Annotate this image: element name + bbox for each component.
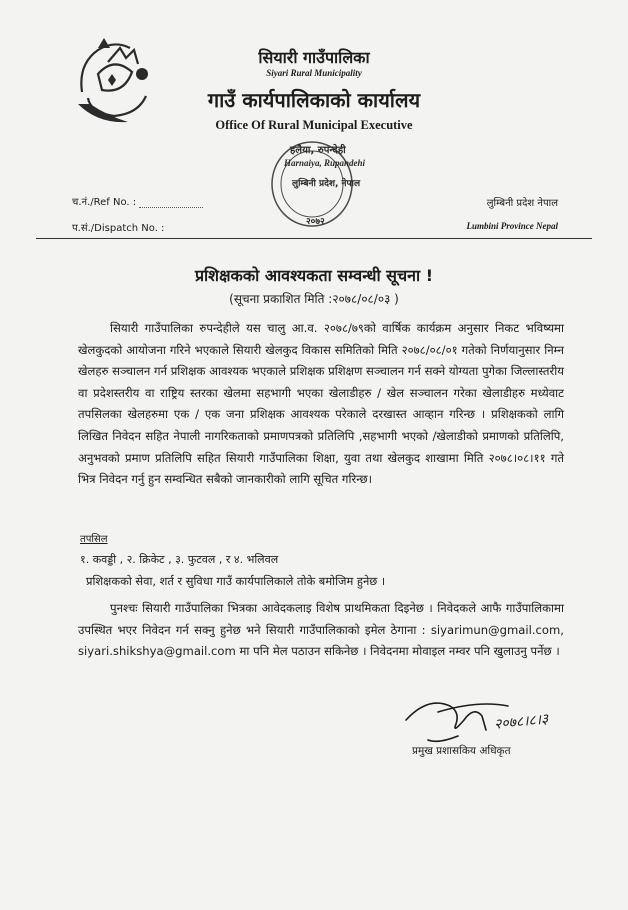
seal-line-2: Harnaiya, Rupandehi (284, 158, 366, 168)
dispatch-no (72, 220, 164, 234)
header-divider (36, 238, 592, 239)
notice-paragraph-1: सियारी गाउँपालिका रुपन्देहीले यस चालु आ.व. २०७८/७९को वार्षिक कार्यक्रम अनुसार निकट भविष्यमा खेलकुदको आयोजना गरिने भएकाले सियारी खेलकुद विकास समितिको मिति २०७८/०८/०१ गतेको निर्णयानुसार निम्न खेलहरु सञ्चालन गर्न प्रशिक्षक आवश्यक भएकाले प्रशिक्षक प्रशिक्षण सञ्चालन गर्न सक्ने योग्यता पुगेका जिल्लास्तरीय वा प्रदेशस्तरीय वा राष्ट्रिय स्तरका खेलमा सहभागी भएका खेलाडीहरु / खेल सञ्चालन गरेका खेलाडीहरु मध्येवाट तपसिलका खेलहरुमा एक / एक जना प्रशिक्षक आवश्यक परेकाले दरखास्त आव्हान गरिन्छ । प्रशिक्षकको लागि लिखित निवेदन सहित नेपाली नागरिकताको प्रमाणपत्रको प्रतिलिपि ,सहभागी भएको /खेलाडीको प्रमाणको प्रतिलिपि, अनुभवको प्रमाण प्रतिलिपि सहित सियारी गाउँपालिका शिक्षा, युवा तथा खेलकुद शाखामा मिति २०७८।०८।११ गते भित्र निवेदन गर्नु हुन सम्वन्धित सबैको जानकारीको लागि सूचित गरिन्छ। (78, 321, 564, 487)
seal-line-3: लुम्बिनी प्रदेश, नेपाल (292, 179, 361, 189)
notice-title: प्रशिक्षकको आवश्यकता सम्वन्धी सूचना ! (194, 266, 434, 285)
municipality-name-en: Siyari Rural Municipality (266, 68, 362, 78)
ref-no-line (139, 207, 203, 208)
office-name-en: Office Of Rural Municipal Executive (215, 118, 413, 132)
seal-line-1: हलैया, रुपन्देही (290, 145, 346, 156)
tapsil-label: तपसिल (80, 534, 108, 545)
ref-no (72, 194, 203, 208)
notice-body (78, 318, 564, 491)
signatory-designation: प्रमुख प्रशासकिय अधिकृत (412, 745, 511, 757)
office-seal (262, 138, 374, 230)
notice-postscript (78, 598, 564, 663)
office-name-np: गाउँ कार्यपालिकाको कार्यालय (207, 88, 421, 112)
municipality-name-np: सियारी गाउँपालिका (258, 48, 370, 67)
province-np: लुम्बिनी प्रदेश नेपाल (486, 198, 558, 209)
signature (398, 690, 618, 750)
seal-line-4: २०७२ (306, 217, 325, 227)
notice-published-date: (सूचना प्रकाशित मिति :२०७८/०८/०३ ) (229, 292, 399, 306)
sports-list: १. कवड्डी , २. क्रिकेट , ३. फुटवल , र ४. भलिवल (80, 553, 279, 566)
facility-note: प्रशिक्षकको सेवा, शर्त र सुविधा गाउँ कार्यपालिकाले तोके बमोजिम हुनेछ । (86, 574, 386, 588)
dispatch-no-label: प.सं./Dispatch No. : (72, 223, 165, 234)
province-en: Lumbini Province Nepal (466, 221, 558, 231)
notice-paragraph-2: पुनश्चः सियारी गाउँपालिका भित्रका आवेदकलाइ विशेष प्राथमिकता दिइनेछ । निवेदकले आफै गाउँपालिकामा उपस्थित भएर निवेदन गर्न सक्नु हुनेछ भने सियारी गाउँपालिकाको इमेल ठेगाना : siyarimun@gmail.com, siyari.shikshya@gmail.com मा पनि मेल पठाउन सकिनेछ । निवेदनमा मोवाइल नम्वर पनि खुलाउनु पर्नेछ । (78, 601, 564, 659)
ref-no-label: च.नं./Ref No. : (72, 197, 137, 208)
signature-date: २०७८।८।३ (493, 711, 550, 733)
